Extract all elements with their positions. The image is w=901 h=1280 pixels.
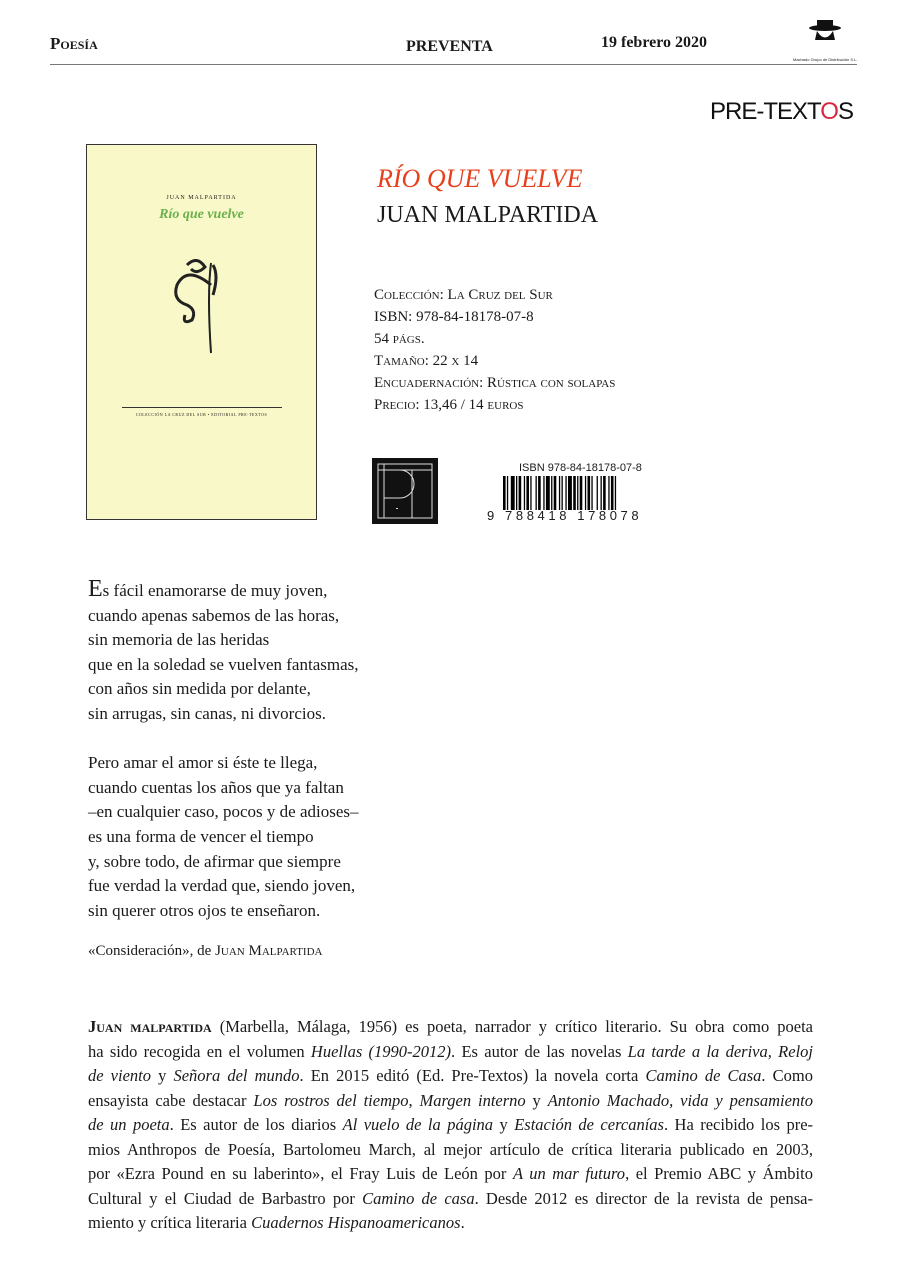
- bio-text: . Ha recibido los pre-: [663, 1115, 814, 1134]
- bio-line: [88, 1064, 813, 1089]
- barcode-bar: [536, 476, 537, 510]
- detail-collection: Colección: La Cruz del Sur: [374, 287, 553, 303]
- work-title: Señora del mundo: [173, 1066, 300, 1085]
- poem-line: Es fácil enamorarse de muy joven,: [88, 576, 328, 602]
- barcode-bar: [615, 476, 616, 510]
- barcode-bar: [559, 476, 560, 510]
- barcode-number: 9 788418 178078: [487, 508, 643, 523]
- book-cover-image: [86, 144, 317, 520]
- barcode-bar: [511, 476, 515, 510]
- barcode-bar: [601, 476, 602, 510]
- work-title: Los rostros del tiempo: [253, 1090, 409, 1110]
- poem-line: sin querer otros ojos te enseñaron.: [88, 900, 321, 920]
- barcode-bar: [526, 476, 529, 510]
- barcode-bar: [562, 476, 563, 510]
- detail-price: Precio: 13,46 / 14 euros: [374, 397, 524, 413]
- work-title: Cuadernos Hispanoamericanos: [251, 1213, 461, 1232]
- poem-line: sin arrugas, sin canas, ni divorcios.: [88, 703, 326, 723]
- category-label: Poesía: [50, 34, 98, 53]
- barcode-bar: [573, 476, 576, 510]
- bio-text: por «Ezra Pound en su laberinto», el Fray Luis de León por: [88, 1164, 513, 1183]
- bio-text: . Es autor de los diarios: [169, 1115, 343, 1134]
- book-author: JUAN MALPARTIDA: [377, 202, 599, 228]
- bio-text: , el Premio ABC y Ámbito: [625, 1164, 813, 1183]
- bio-text: (Marbella, Málaga, 1956) es poeta, narrador y crítico literario. Su obra como poeta: [211, 1017, 813, 1036]
- pre-textos-emblem: [372, 458, 438, 524]
- book-details: [374, 284, 615, 416]
- poem-line: sin memoria de las heridas: [88, 630, 270, 650]
- author-biography: [88, 1015, 813, 1236]
- barcode-bar: [507, 476, 508, 510]
- pre-textos-logo: PRE-TEXTOS: [710, 98, 853, 125]
- detail-binding: Encuadernación: Rústica con solapas: [374, 375, 616, 391]
- barcode-bar: [585, 476, 586, 510]
- work-title: Huellas (1990-2012): [310, 1041, 452, 1061]
- bio-text: Cultural y el Ciudad de Barbastro por: [88, 1188, 363, 1208]
- poem-line: fue verdad la verdad que, siendo joven,: [88, 876, 356, 896]
- poem-line: con años sin medida por delante,: [88, 679, 311, 699]
- attribution-author: Juan Malpartida: [215, 943, 323, 959]
- hat-man-icon: [805, 18, 845, 52]
- cover-rule: [122, 407, 282, 408]
- barcode-bar: [554, 476, 557, 510]
- book-title: RÍO QUE VUELVE: [377, 164, 583, 193]
- bio-text: Juan malpartida: [88, 1017, 212, 1036]
- bio-line: [88, 1162, 813, 1187]
- cover-footer: COLECCIÓN LA CRUZ DEL SUR • EDITORIAL PRE-TEXTOS: [135, 412, 268, 417]
- barcode-bar: [546, 476, 550, 510]
- cover-author: JUAN MALPARTIDA: [166, 195, 237, 201]
- bio-text: mios Anthropos de Poesía, Bartolomeu March, al mejor artículo de crítica literaria publicado en 2003,: [88, 1139, 813, 1159]
- bio-text: . Desde 2012 es director de la revista de pensa-: [474, 1188, 813, 1208]
- poem-line: Pero amar el amor si éste te llega,: [88, 753, 318, 773]
- status-label: PREVENTA: [406, 38, 493, 55]
- work-title: de un poeta: [88, 1115, 170, 1134]
- detail-size: Tamaño: 22 x 14: [374, 353, 479, 369]
- stanza-gap: [88, 727, 359, 752]
- header-divider: [50, 64, 857, 65]
- barcode-bar: [530, 476, 531, 510]
- poem-line: –en cualquier caso, pocos y de adioses–: [88, 802, 359, 822]
- poem-line: es una forma de vencer el tiempo: [88, 826, 314, 846]
- poem-excerpt: [88, 577, 359, 923]
- cover-title: Río que vuelve: [159, 207, 244, 222]
- barcode-bar: [538, 476, 541, 510]
- barcode-bar: [608, 476, 609, 510]
- barcode-bar: [519, 476, 522, 510]
- barcode-bar: [503, 476, 506, 510]
- barcode-bar: [577, 476, 578, 510]
- bio-line: [88, 1089, 813, 1114]
- barcode-bar: [603, 476, 606, 510]
- barcode-bar: [568, 476, 572, 510]
- work-title: de viento: [88, 1066, 151, 1085]
- work-title: Estación de cercanías: [514, 1115, 664, 1134]
- poem-attribution: «Consideración», de Juan Malpartida: [88, 943, 323, 959]
- bio-line: [88, 1113, 813, 1138]
- poem-line: cuando cuentas los años que ya faltan: [88, 777, 344, 797]
- work-title: Margen interno: [419, 1090, 526, 1110]
- bio-text: ,: [408, 1090, 420, 1110]
- barcode-bar: [580, 476, 583, 510]
- distributor-caption: Machado Grupo de Distribución S.L.: [793, 57, 858, 62]
- poem-line: cuando apenas sabemos de las horas,: [88, 605, 340, 625]
- barcode-bar: [543, 476, 544, 510]
- bio-line: [88, 1211, 813, 1236]
- work-title: Al vuelo de la página: [342, 1115, 494, 1134]
- bio-text: . Es autor de las novelas: [451, 1041, 628, 1061]
- detail-isbn: ISBN: 978-84-18178-07-8: [374, 309, 534, 325]
- bio-line: [88, 1138, 813, 1163]
- barcode-bar: [591, 476, 592, 510]
- barcode-bar: [565, 476, 566, 510]
- bio-text: y: [493, 1115, 515, 1134]
- barcode-bar: [551, 476, 552, 510]
- barcode-bar: [516, 476, 517, 510]
- ornament-icon: [167, 255, 227, 355]
- bio-text: y: [151, 1066, 174, 1085]
- distributor-logo: [793, 18, 857, 62]
- pt-monogram-icon: [372, 458, 438, 524]
- bio-text: miento y crítica literaria: [88, 1213, 252, 1232]
- barcode-bar: [524, 476, 525, 510]
- poem-line: y, sobre todo, de afirmar que siempre: [88, 851, 341, 871]
- bio-text: ensayista cabe destacar: [88, 1090, 254, 1110]
- bio-text: . Como: [761, 1066, 813, 1085]
- bio-text: y: [525, 1090, 548, 1110]
- barcode-bar: [597, 476, 598, 510]
- barcode-bar: [611, 476, 614, 510]
- bio-line: [88, 1187, 813, 1212]
- work-title: A un mar futuro: [512, 1164, 626, 1183]
- work-title: Antonio Machado, vida y pensamiento: [547, 1090, 814, 1110]
- isbn-barcode: [487, 462, 665, 524]
- bio-text: . En 2015 editó (Ed. Pre-Textos) la novela corta: [299, 1066, 646, 1085]
- detail-pages: 54 págs.: [374, 331, 425, 347]
- barcode-isbn-label: ISBN 978-84-18178-07-8: [519, 462, 642, 474]
- work-title: Camino de casa: [362, 1188, 475, 1208]
- date-label: 19 febrero 2020: [601, 34, 708, 51]
- work-title: La tarde a la deriva, Reloj: [627, 1041, 813, 1061]
- bio-text: .: [460, 1213, 465, 1232]
- work-title: Camino de Casa: [645, 1066, 762, 1085]
- bio-text: ha sido recogida en el volumen: [88, 1041, 311, 1061]
- bio-line: [88, 1015, 813, 1040]
- poem-line: que en la soledad se vuelven fantasmas,: [88, 654, 359, 674]
- drop-cap: E: [88, 576, 103, 602]
- bio-line: [88, 1040, 813, 1065]
- barcode-bar: [588, 476, 591, 510]
